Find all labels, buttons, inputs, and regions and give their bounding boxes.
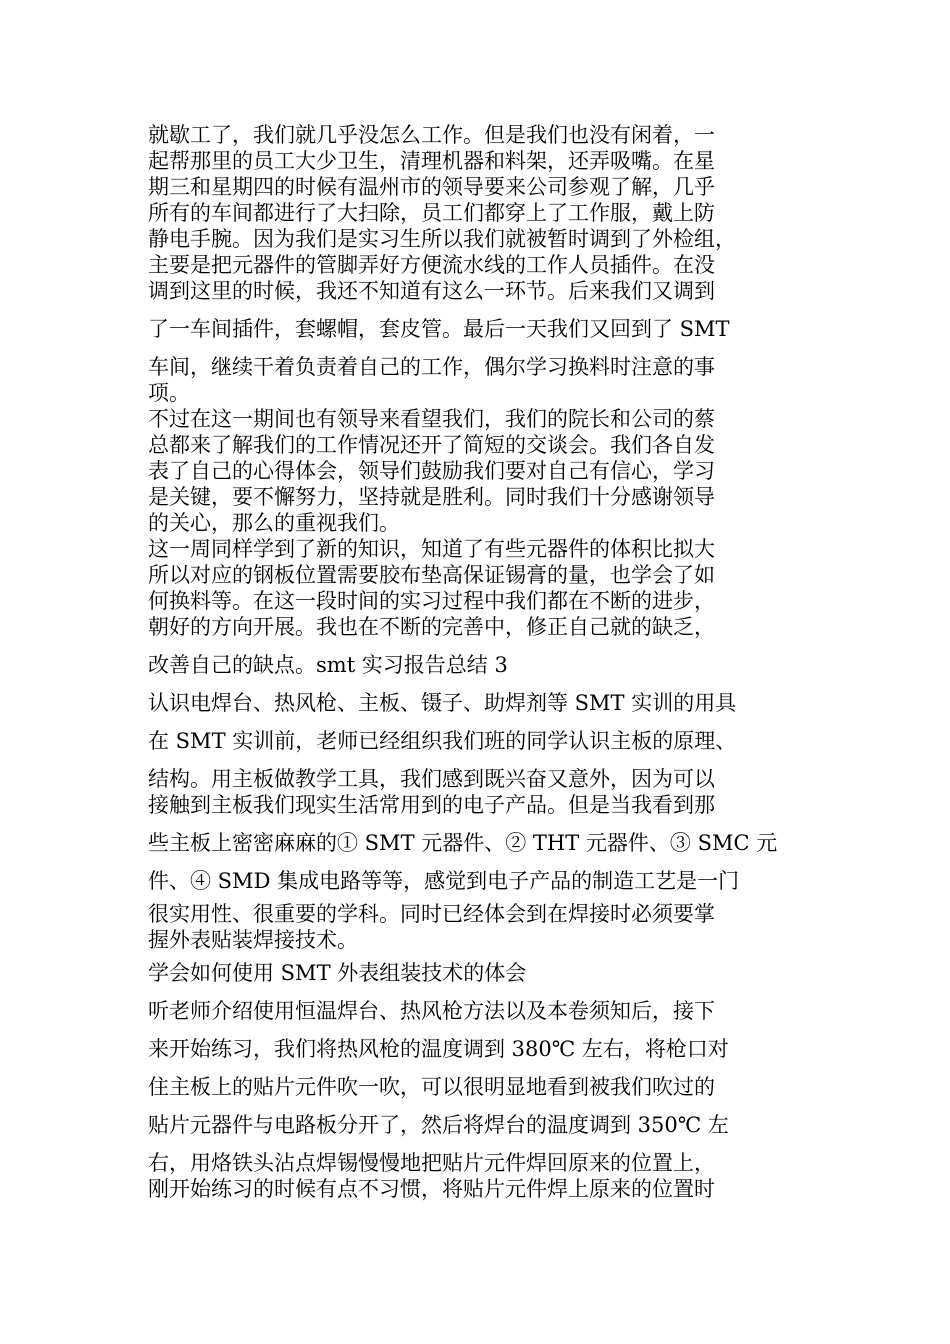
- text-line: 朝好的方向开展。我也在不断的完善中，修正自己就的缺乏，: [148, 615, 715, 639]
- text-line: 右，用烙铁头沾点焊锡慢慢地把贴片元件焊回原来的位置上，: [148, 1151, 715, 1175]
- text-line: 结构。用主板做教学工具，我们感到既兴奋又意外，因为可以: [148, 767, 715, 791]
- text-line: 何换料等。在这一段时间的实习过程中我们都在不断的进步，: [148, 589, 715, 613]
- text-line: 所有的车间都进行了大扫除，员工们都穿上了工作服，戴上防: [148, 201, 715, 225]
- text-line: 总都来了解我们的工作情况还开了简短的交谈会。我们各自发: [148, 433, 715, 457]
- text-line: 主要是把元器件的管脚弄好方便流水线的工作人员插件。在没: [148, 253, 715, 277]
- text-line: 些主板上密密麻麻的① SMT 元器件、② THT 元器件、③ SMC 元: [148, 831, 778, 855]
- document-body: [148, 122, 828, 1202]
- text-line: 握外表贴装焊接技术。: [148, 928, 358, 952]
- text-line: 贴片元器件与电路板分开了，然后将焊台的温度调到 350℃ 左: [148, 1113, 729, 1137]
- section-heading: 学会如何使用 SMT 外表组装技术的体会: [148, 961, 527, 985]
- text-line: 改善自己的缺点。smt 实习报告总结 3: [148, 653, 508, 677]
- text-line: 是关键，要不懈努力，坚持就是胜利。同时我们十分感谢领导: [148, 485, 715, 509]
- text-line: 刚开始练习的时候有点不习惯，将贴片元件焊上原来的位置时: [148, 1177, 715, 1201]
- text-line: 车间，继续干着负责着自己的工作，偶尔学习换料时注意的事: [148, 355, 715, 379]
- text-line: 调到这里的时候，我还不知道有这么一环节。后来我们又调到: [148, 279, 715, 303]
- text-line: 就歇工了，我们就几乎没怎么工作。但是我们也没有闲着，一: [148, 123, 715, 147]
- text-line: 项。: [148, 381, 190, 405]
- text-line: 期三和星期四的时候有温州市的领导要来公司参观了解，几乎: [148, 175, 715, 199]
- text-line: 了一车间插件，套螺帽，套皮管。最后一天我们又回到了 SMT: [148, 317, 730, 341]
- text-line: 起帮那里的员工大少卫生，清理机器和料架，还弄吸嘴。在星: [148, 149, 715, 173]
- text-line: 很实用性、很重要的学科。同时已经体会到在焊接时必须要掌: [148, 902, 715, 926]
- text-line: 件、④ SMD 集成电路等等，感觉到电子产品的制造工艺是一门: [148, 869, 740, 893]
- section-heading: 认识电焊台、热风枪、主板、镊子、助焊剂等 SMT 实训的用具: [148, 691, 737, 715]
- text-line: 的关心，那么的重视我们。: [148, 511, 400, 535]
- text-line: 不过在这一期间也有领导来看望我们，我们的院长和公司的蔡: [148, 407, 715, 431]
- text-line: 住主板上的贴片元件吹一吹，可以很明显地看到被我们吹过的: [148, 1075, 715, 1099]
- text-line: 表了自己的心得体会，领导们鼓励我们要对自己有信心，学习: [148, 459, 715, 483]
- text-line: 所以对应的钢板位置需要胶布垫高保证锡膏的量，也学会了如: [148, 563, 715, 587]
- text-line: 听老师介绍使用恒温焊台、热风枪方法以及本卷须知后，接下: [148, 999, 715, 1023]
- text-line: 接触到主板我们现实生活常用到的电子产品。但是当我看到那: [148, 793, 715, 817]
- text-line: 来开始练习，我们将热风枪的温度调到 380℃ 左右，将枪口对: [148, 1037, 729, 1061]
- text-line: 这一周同样学到了新的知识，知道了有些元器件的体积比拟大: [148, 537, 715, 561]
- text-line: 在 SMT 实训前，老师已经组织我们班的同学认识主板的原理、: [148, 729, 737, 753]
- text-line: 静电手腕。因为我们是实习生所以我们就被暂时调到了外检组，: [148, 227, 736, 251]
